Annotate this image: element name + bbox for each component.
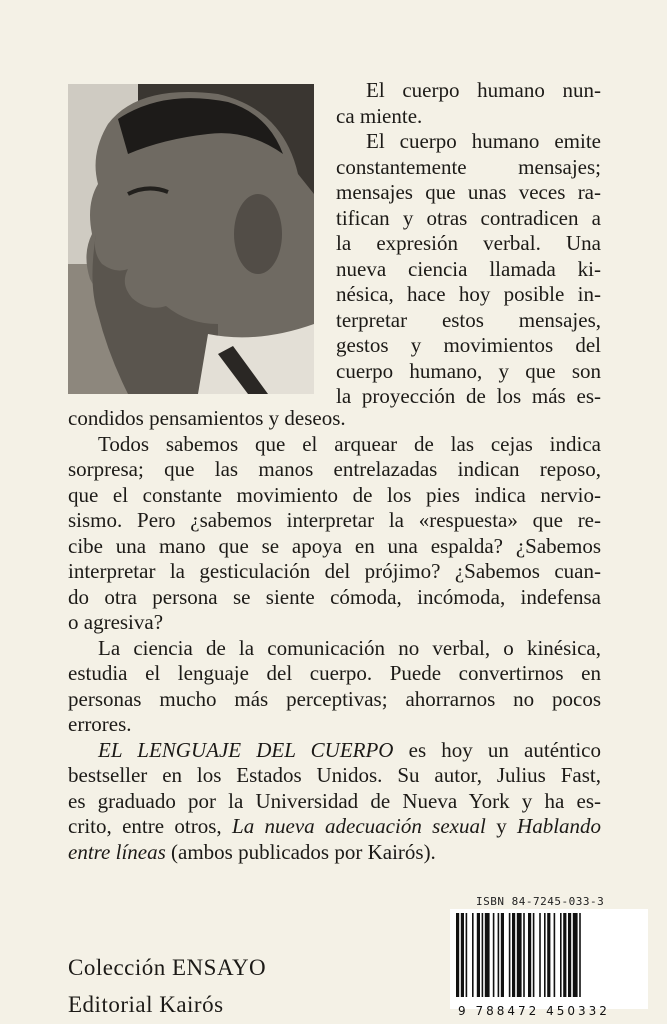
text-line (68, 738, 601, 764)
text-line: nésica, hace hoy posible in- (336, 282, 601, 306)
barcode-bar (512, 913, 515, 997)
text-line: Todos sabemos que el arquear de las cejas indica (98, 431, 601, 456)
author-photo (68, 84, 314, 394)
text-line: do otra persona se siente cómoda, incómoda, indefensa (68, 584, 601, 609)
barcode-bar (509, 913, 511, 997)
barcode-bar (477, 913, 480, 997)
book-title: La nueva adecuación sexual (232, 814, 486, 838)
book-title: Hablando (517, 814, 602, 838)
text-line: cibe una mano que se apoya en una espalda? ¿Sabemos (68, 533, 601, 558)
barcode-bar (528, 913, 531, 997)
barcode-bar (461, 913, 464, 997)
barcode-bar (456, 913, 459, 997)
barcode-bar (501, 913, 504, 997)
text-fragment: y (496, 814, 507, 838)
barcode-bar (547, 913, 550, 997)
barcode (450, 909, 648, 1009)
barcode-bar (517, 913, 522, 997)
text-line: constantemente mensajes; (336, 154, 601, 179)
text-line: interpretar la gesticulación del prójimo? ¿Sabemos cuan- (68, 559, 601, 583)
barcode-bar (573, 913, 578, 997)
text-line: nueva ciencia llamada ki- (336, 256, 601, 281)
text-line: que el constante movimiento de los pies indica nervio- (68, 482, 601, 507)
text-line: El cuerpo humano emite (366, 129, 601, 153)
text-line: estudia el lenguaje del cuerpo. Puede convertirnos en (68, 661, 601, 685)
text-line (68, 840, 601, 866)
text-line (68, 814, 601, 840)
barcode-bar (554, 913, 556, 997)
text-line: o agresiva? (68, 610, 164, 634)
barcode-bar (579, 913, 581, 997)
barcode-digits: 9 788472 450332 (458, 1004, 610, 1018)
barcode-bar (560, 913, 562, 997)
right-column-text (336, 78, 601, 410)
text-line: sismo. Pero ¿sabemos interpretar la «respuesta» que re- (68, 508, 601, 532)
text-fragment: es hoy un auténtico (408, 737, 601, 762)
text-line: La ciencia de la comunicación no verbal, o kinésica, (98, 635, 601, 660)
book-title: entre líneas (68, 839, 166, 864)
text-fragment: crito, entre otros, (68, 814, 222, 838)
isbn-label: ISBN 84-7245-033-3 (476, 895, 605, 908)
barcode-bar (568, 913, 571, 997)
text-line: El cuerpo humano nun- (366, 78, 601, 102)
barcode-bar (498, 913, 500, 997)
text-line: es graduado por la Universidad de Nueva York y ha es- (68, 788, 601, 813)
text-fragment: (ambos publicados por Kairós). (171, 839, 436, 864)
barcode-bar (472, 913, 474, 997)
text-line: ca miente. (336, 103, 423, 128)
barcode-bar (482, 913, 484, 997)
text-line: errores. (68, 712, 132, 736)
barcode-bar (493, 913, 495, 997)
text-line: la expresión verbal. Una (336, 231, 601, 255)
text-line: cuerpo humano, y que son (336, 358, 601, 383)
collection-name: Colección ENSAYO (68, 955, 267, 980)
text-line: sorpresa; que las manos entrelazadas indican reposo, (68, 457, 601, 481)
barcode-bar (466, 913, 468, 997)
barcode-bar (544, 913, 546, 997)
text-line: gestos y movimientos del (336, 333, 601, 357)
barcode-bar (539, 913, 541, 997)
text-line: condidos pensamientos y deseos. (68, 406, 346, 430)
text-line: terpretar estos mensajes, (336, 307, 601, 332)
barcode-bar (563, 913, 566, 997)
publisher-name: Editorial Kairós (68, 992, 224, 1017)
text-line: personas mucho más perceptivas; ahorrarnos no pocos (68, 686, 601, 711)
barcode-bar (485, 913, 490, 997)
barcode-bar (533, 913, 535, 997)
text-line: bestseller en los Estados Unidos. Su autor, Julius Fast, (68, 763, 601, 787)
book-title: EL LENGUAJE DEL CUERPO (98, 737, 394, 762)
text-line: tifican y otras contradicen a (336, 205, 601, 230)
text-line: mensajes que unas veces ra- (336, 180, 601, 204)
text-line: la proyección de los más es- (336, 384, 601, 408)
full-width-text (68, 406, 601, 865)
barcode-bar (523, 913, 525, 997)
